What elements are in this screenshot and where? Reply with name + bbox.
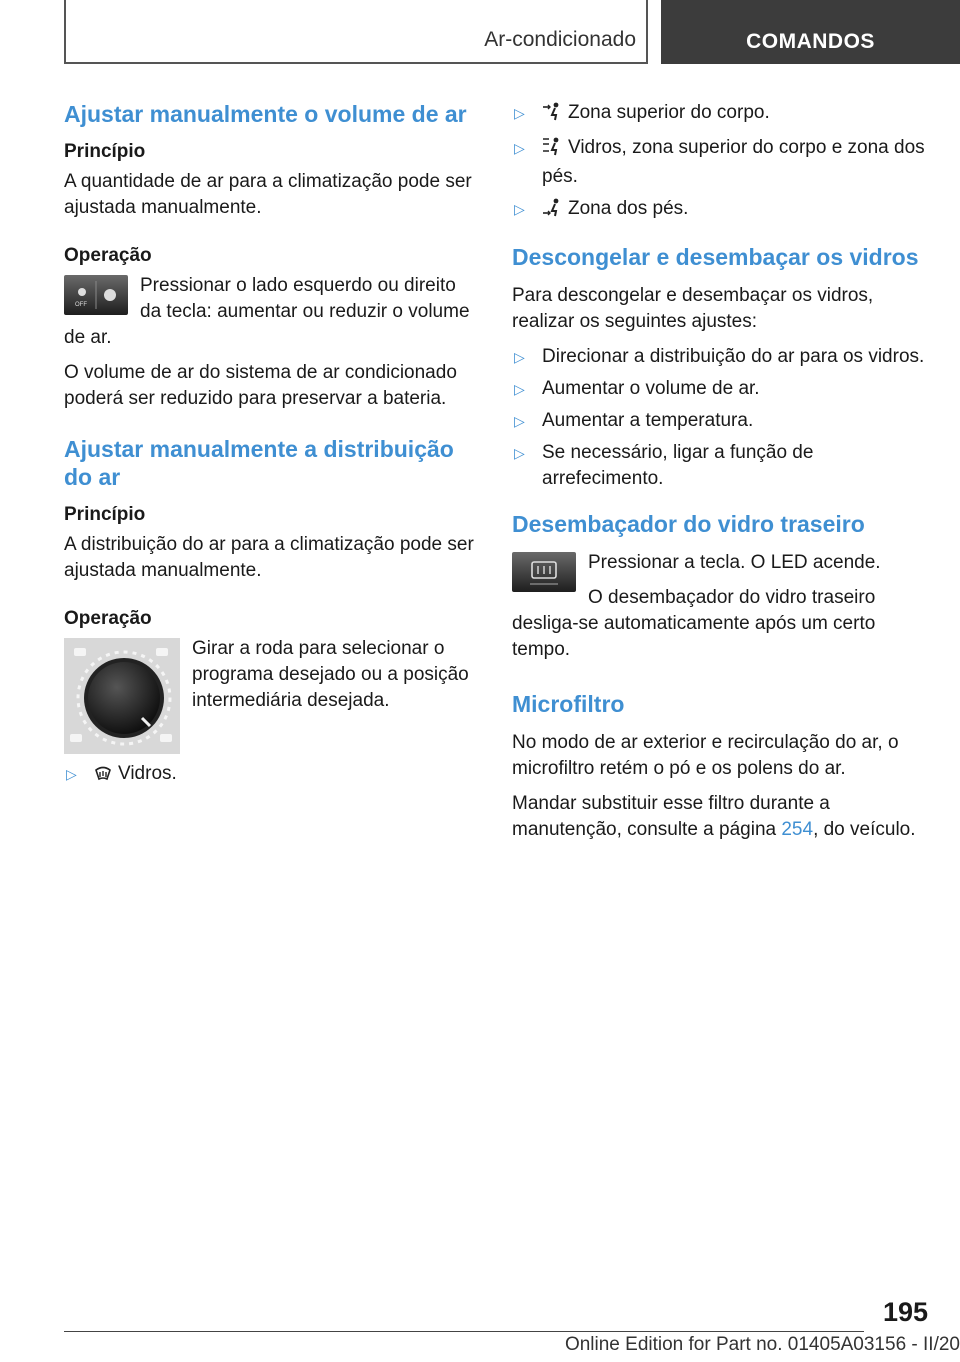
section-title: Ar-condicionado <box>484 28 636 51</box>
defrost-steps-list <box>512 344 928 492</box>
footer-divider <box>64 1331 864 1332</box>
list-item: ▷ Direcionar a distribuição do ar para os vidros. <box>512 344 928 370</box>
heading-air-volume: Ajustar manualmente o volume de ar <box>64 101 467 127</box>
feet-airflow-icon <box>542 197 562 225</box>
fan-button-image <box>64 275 128 320</box>
list-item: ▷ Aumentar a temperatura. <box>512 408 928 434</box>
triangle-bullet-icon: ▷ <box>514 413 525 429</box>
heading-rear-defroster: Desembaçador do vidro traseiro <box>512 511 865 537</box>
heading-defrost: Descongelar e desembaçar os vidros <box>512 244 919 270</box>
paragraph: Mandar substituir esse filtro durante a manutenção, consulte a página 254, do veículo. <box>512 793 916 840</box>
heading-air-distribution: Ajustar manualmente a distribuição do ar <box>64 436 454 490</box>
chapter-tab: COMANDOS <box>661 0 960 64</box>
list-item: ▷ Zona dos pés. <box>512 196 928 225</box>
subheading-principle: Princípio <box>64 504 146 525</box>
triangle-bullet-icon: ▷ <box>514 201 525 217</box>
rear-defroster-button-image <box>512 552 576 597</box>
heading-microfilter: Microfiltro <box>512 691 625 717</box>
page-number: 195 <box>882 1297 928 1327</box>
list-item: ▷ Vidros, zona superior do corpo e zona dos pés. <box>514 137 925 187</box>
paragraph: O desembaçador do vidro traseiro desliga-se automaticamente após um certo tempo. <box>512 587 876 660</box>
windshield-icon <box>94 764 112 790</box>
triangle-bullet-icon: ▷ <box>66 766 77 782</box>
list-item: ▷ Aumentar o volume de ar. <box>512 376 928 402</box>
paragraph: Girar a roda para selecionar o programa desejado ou a posição intermediária desejada. <box>192 638 469 711</box>
right-column <box>512 100 928 852</box>
paragraph: A quantidade de ar para a climatização pode ser ajustada manualmente. <box>64 171 472 218</box>
triangle-bullet-icon: ▷ <box>514 349 525 365</box>
subheading-operation: Operação <box>64 608 152 629</box>
triangle-bullet-icon: ▷ <box>514 445 525 461</box>
distribution-list <box>64 761 480 790</box>
paragraph: Pressionar a tecla. O LED acende. <box>588 552 881 573</box>
svg-text:OFF: OFF <box>75 302 87 308</box>
paragraph: O volume de ar do sistema de ar condicionado poderá ser reduzido para preservar a bateria. <box>64 362 457 409</box>
subheading-operation: Operação <box>64 245 152 266</box>
left-column <box>64 100 480 798</box>
list-item: ▷ Vidros. <box>64 761 480 790</box>
distribution-modes-list <box>512 100 928 225</box>
distribution-dial-image <box>64 638 180 759</box>
footer-edition: Online Edition for Part no. 01405A03156 - II/20 <box>564 1334 960 1355</box>
upper-body-airflow-icon <box>542 101 562 129</box>
subheading-principle: Princípio <box>64 141 146 162</box>
triangle-bullet-icon: ▷ <box>514 105 525 121</box>
paragraph: No modo de ar exterior e recirculação do ar, o microfiltro retém o pó e os polens do ar. <box>512 732 899 779</box>
triangle-bullet-icon: ▷ <box>514 381 525 397</box>
page-link[interactable]: 254 <box>781 819 814 840</box>
list-item: ▷ Zona superior do corpo. <box>512 100 928 129</box>
paragraph: A distribuição do ar para a climatização pode ser ajustada manualmente. <box>64 534 474 581</box>
list-item: ▷ Se necessário, ligar a função de arrefecimento. <box>514 442 814 489</box>
paragraph: Para descongelar e desembaçar os vidros, realizar os seguintes ajustes: <box>512 285 874 332</box>
paragraph: Pressionar o lado esquerdo ou direito da tecla: aumentar ou reduzir o volume de ar. <box>64 275 470 348</box>
triangle-bullet-icon: ▷ <box>514 140 525 156</box>
windshield-body-feet-airflow-icon <box>542 136 562 164</box>
